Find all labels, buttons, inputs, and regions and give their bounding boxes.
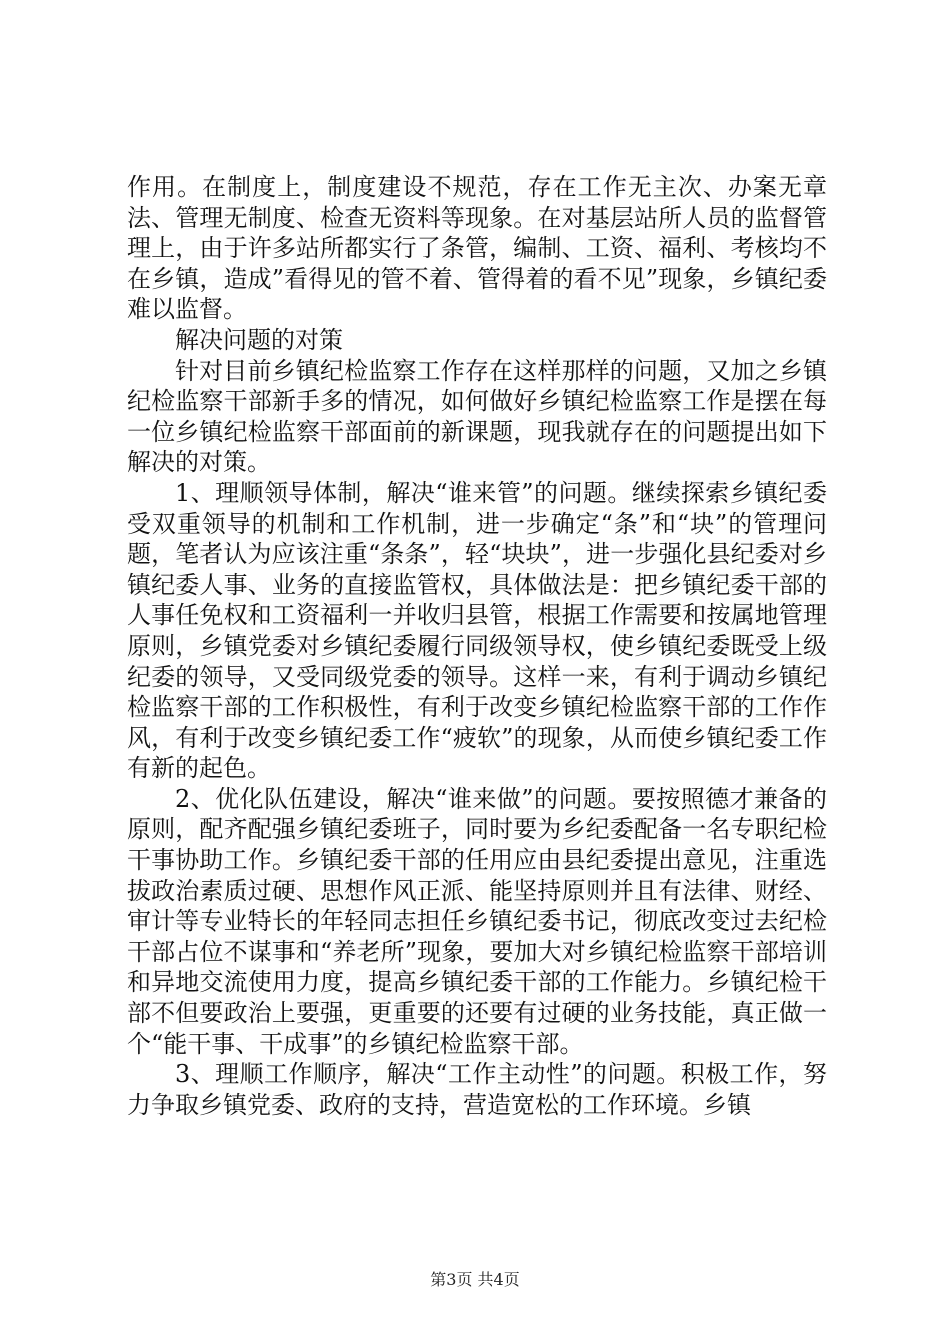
paragraph-point-3: 3、理顺工作顺序，解决“工作主动性”的问题。积极工作，努力争取乡镇党委、政府的支持，营造宽松的工作环境。乡镇 (127, 1060, 827, 1119)
paragraph-continuation: 作用。在制度上，制度建设不规范，存在工作无主次、办案无章法、管理无制度、检查无资料等现象。在对基层站所人员的监督管理上，由于许多站所都实行了条管，编制、工资、福利、考核均不在乡镇，造成”看得见的管不着、管得着的看不见”现象，乡镇纪委难以监督。 (127, 173, 827, 324)
paragraph-point-1: 1、理顺领导体制，解决“谁来管”的问题。继续探索乡镇纪委受双重领导的机制和工作机制，进一步确定“条”和“块”的管理问题，笔者认为应该注重“条条”，轻“块块”，进一步强化县纪委对乡镇纪委人事、业务的直接监管权，具体做法是：把乡镇纪委干部的人事任免权和工资福利一并收归县管，根据工作需要和按属地管理原则，乡镇党委对乡镇纪委履行同级领导权，使乡镇纪委既受上级纪委的领导，又受同级党委的领导。这样一来，有利于调动乡镇纪检监察干部的工作积极性，有利于改变乡镇纪检监察干部的工作作风，有利于改变乡镇纪委工作“疲软”的现象，从而使乡镇纪委工作有新的起色。 (127, 478, 827, 783)
page-footer: 第3页 共4页 (430, 1270, 520, 1289)
paragraph-point-2: 2、优化队伍建设，解决“谁来做”的问题。要按照德才兼备的原则，配齐配强乡镇纪委班子，同时要为乡纪委配备一名专职纪检干事协助工作。乡镇纪委干部的任用应由县纪委提出意见，注重选拔政治素质过硬、思想作风正派、能坚持原则并且有法律、财经、审计等专业特长的年轻同志担任乡镇纪委书记，彻底改变过去纪检干部占位不谋事和“养老所”现象，要加大对乡镇纪检监察干部培训和异地交流使用力度，提高乡镇纪委干部的工作能力。乡镇纪检干部不但要政治上要强，更重要的还要有过硬的业务技能，真正做一个“能干事、干成事”的乡镇纪检监察干部。 (127, 784, 827, 1058)
document-body (127, 172, 827, 1120)
paragraph-intro: 针对目前乡镇纪检监察工作存在这样那样的问题，又加之乡镇纪检监察干部新手多的情况，如何做好乡镇纪检监察工作是摆在每一位乡镇纪检监察干部面前的新课题，现我就存在的问题提出如下解决的对策。 (127, 356, 827, 477)
section-heading: 解决问题的对策 (175, 325, 343, 354)
